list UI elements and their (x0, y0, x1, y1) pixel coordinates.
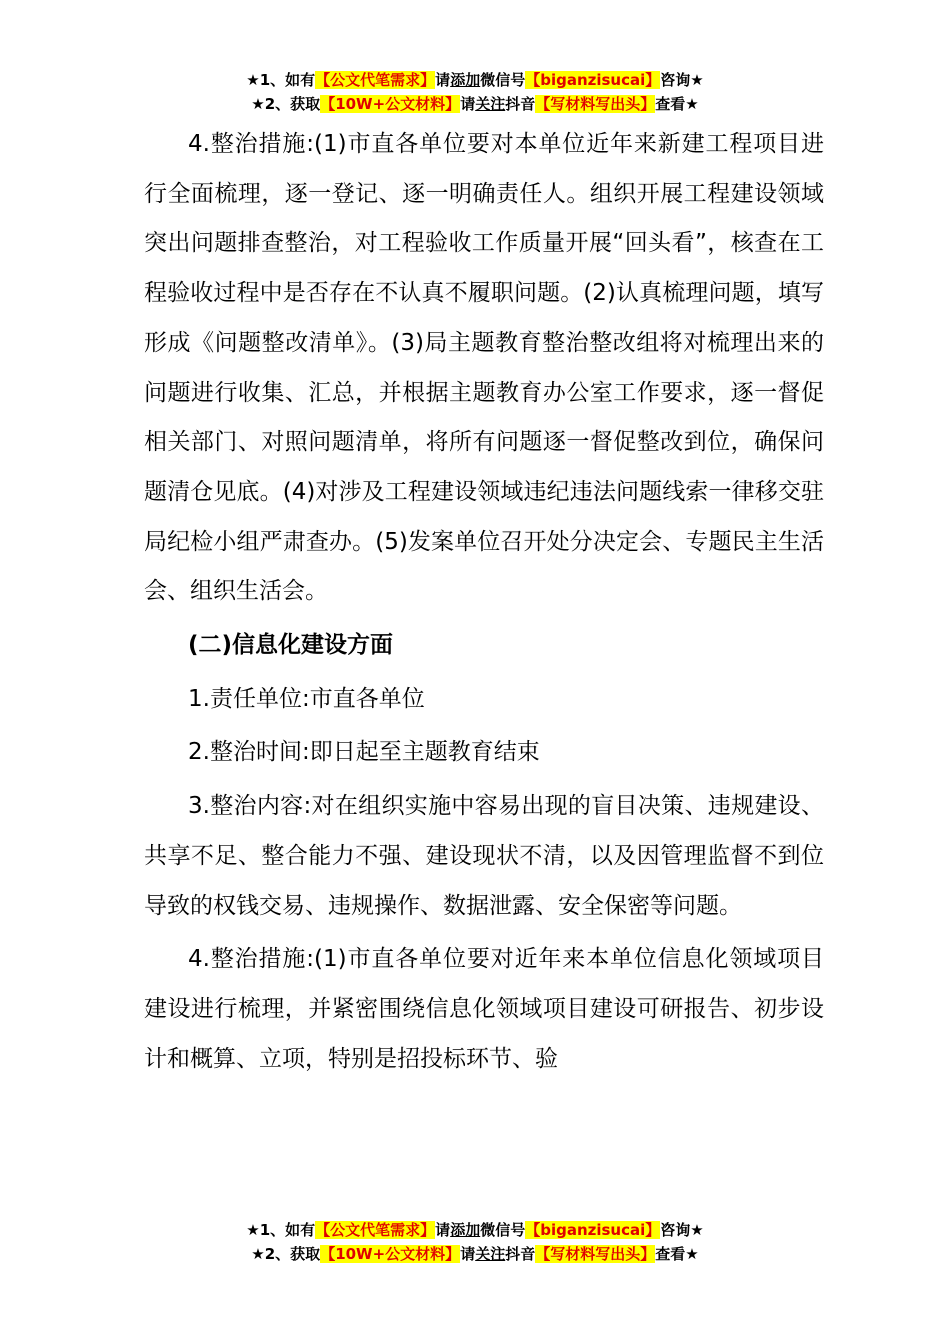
banner-text: 微信号 (480, 1221, 526, 1239)
banner-text: ★1、如有 (246, 71, 316, 89)
banner-text: 请 (460, 95, 476, 113)
section-heading: (二)信息化建设方面 (188, 632, 394, 659)
banner-highlight: 【10W+公文材料】 (320, 1245, 461, 1263)
banner-underlined: 关注 (475, 1245, 506, 1263)
banner-highlight: 【公文代笔需求】 (315, 1221, 436, 1239)
banner-underlined: 关注 (475, 95, 506, 113)
banner-text: 咨询★ (660, 1221, 704, 1239)
banner-line-1 (0, 68, 950, 92)
header-banner (0, 68, 950, 116)
paragraph-measures: 4.整治措施:(1)市直各单位要对本单位近年来新建工程项目进行全面梳理，逐一登记、逐一明确责任人。组织开展工程建设领域突出问题排查整治，对工程验收工作质量开展“回头看”，核查在工程验收过程中是否存在不认真不履职问题。(2)认真梳理问题，填写形成《问题整改清单》。(3)局主题教育整治整改组将对梳理出来的问题进行收集、汇总，并根据主题教育办公室工作要求，逐一督促相关部门、对照问题清单，将所有问题逐一督促整改到位，确保问题清仓见底。(4)对涉及工程建设领域违纪违法问题线索一律移交驻局纪检小组严肃查办。(5)发案单位召开处分决定会、专题民主生活会、组织生活会。 (144, 131, 824, 605)
banner-highlight: 【公文代笔需求】 (315, 71, 436, 89)
banner-text: 请 (435, 71, 451, 89)
banner-highlight: 【biganzisucai】 (525, 71, 661, 89)
banner-highlight: 【10W+公文材料】 (320, 95, 461, 113)
banner-text: ★2、获取 (251, 1245, 321, 1263)
banner-text: 查看★ (655, 1245, 699, 1263)
banner-highlight: 【biganzisucai】 (525, 1221, 661, 1239)
banner-text: 微信号 (480, 71, 526, 89)
paragraph-rectification-time: 2.整治时间:即日起至主题教育结束 (188, 739, 540, 766)
banner-underlined: 添加 (450, 71, 481, 89)
banner-text: 抖音 (505, 1245, 536, 1263)
banner-text: ★2、获取 (251, 95, 321, 113)
document-body (144, 120, 824, 1084)
banner-text: 请 (460, 1245, 476, 1263)
banner-text: 查看★ (655, 95, 699, 113)
footer-banner (0, 1218, 950, 1266)
paragraph-responsible-unit: 1.责任单位:市直各单位 (188, 685, 425, 712)
banner-line-2 (0, 1242, 950, 1266)
banner-text: 抖音 (505, 95, 536, 113)
banner-line-2 (0, 92, 950, 116)
banner-highlight: 【写材料写出头】 (535, 1245, 656, 1263)
banner-text: ★1、如有 (246, 1221, 316, 1239)
banner-highlight: 【写材料写出头】 (535, 95, 656, 113)
paragraph-rectification-content: 3.整治内容:对在组织实施中容易出现的盲目决策、违规建设、共享不足、整合能力不强、建设现状不清，以及因管理监督不到位导致的权钱交易、违规操作、数据泄露、安全保密等问题。 (144, 793, 824, 919)
banner-text: 请 (435, 1221, 451, 1239)
banner-text: 咨询★ (660, 71, 704, 89)
paragraph-rectification-measures: 4.整治措施:(1)市直各单位要对近年来本单位信息化领域项目建设进行梳理，并紧密围绕信息化领域项目建设可研报告、初步设计和概算、立项，特别是招投标环节、验 (144, 946, 824, 1072)
banner-underlined: 添加 (450, 1221, 481, 1239)
banner-line-1 (0, 1218, 950, 1242)
